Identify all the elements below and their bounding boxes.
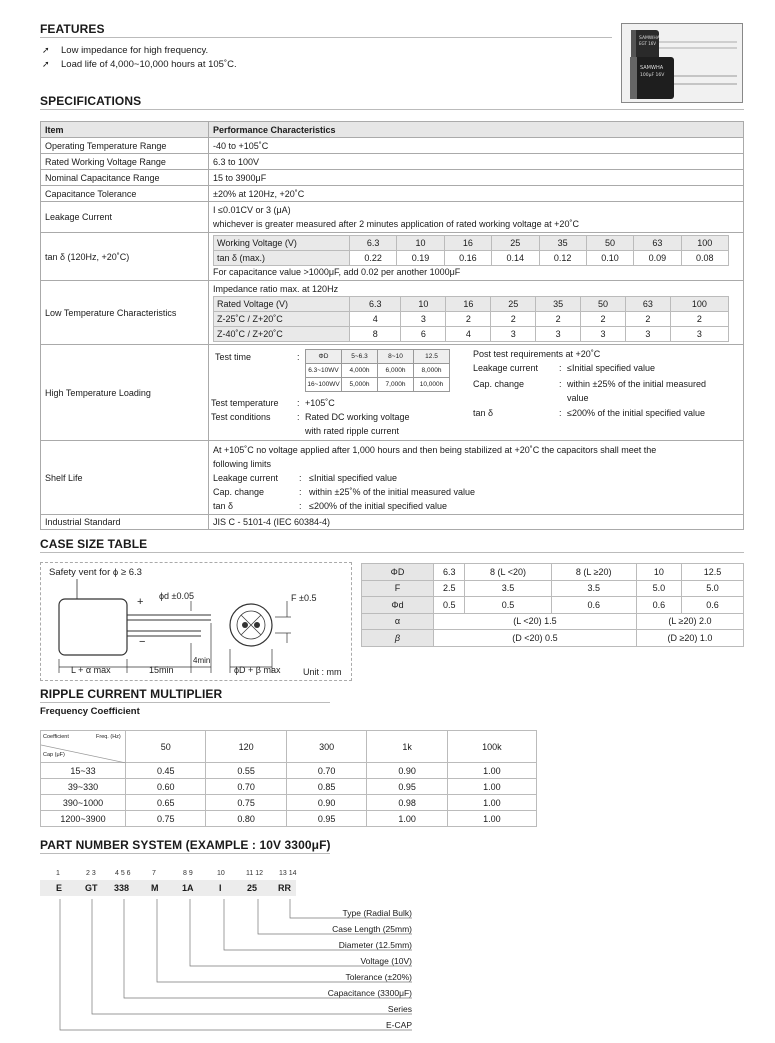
table-cell: 0.6 — [636, 597, 681, 614]
spec-value: ±20% at 120Hz, +20˚C — [209, 186, 744, 202]
table-cell: 2 — [670, 312, 728, 327]
table-cell: 50 — [126, 731, 206, 763]
table-cell: (L <20) 1.5 — [434, 613, 637, 630]
specifications-table — [40, 121, 744, 530]
feature-item — [42, 59, 237, 70]
table-row — [41, 202, 744, 233]
table-cell: 0.08 — [681, 251, 728, 266]
table-cell: 50 — [581, 297, 626, 312]
table-cell: Z-25˚C / Z+20˚C — [214, 312, 350, 327]
table-cell: 1200~3900 — [41, 811, 126, 827]
table-cell: 2.5 — [434, 580, 465, 597]
table-cell: 3.5 — [465, 580, 551, 597]
leakage-line: whichever is greater measured after 2 minutes application of rated working voltage at +20˚C — [213, 219, 579, 229]
table-cell: 2 — [536, 312, 581, 327]
table-cell: 10 — [636, 564, 681, 581]
table-cell: 16~100WV — [306, 377, 342, 391]
table-cell: 3 — [670, 327, 728, 342]
shelf-line: At +105˚C no voltage applied after 1,000 hours and then being stabilized at +20˚C the capacitors shall meet the — [213, 444, 657, 455]
colon: : — [559, 378, 562, 389]
table-cell: 100 — [681, 236, 728, 251]
table-cell: 8 (L <20) — [465, 564, 551, 581]
svg-text:+: + — [137, 596, 144, 608]
table-cell: 6 — [401, 327, 446, 342]
corner-label: Freq. (Hz) — [96, 734, 121, 740]
capacitor-dimension-drawing — [41, 563, 351, 680]
table-row — [41, 731, 537, 763]
table-cell: 35 — [536, 297, 581, 312]
position-number: 13 14 — [279, 870, 297, 877]
table-cell: tan δ (max.) — [214, 251, 350, 266]
table-cell: 8 — [350, 327, 401, 342]
part-label: Voltage (10V) — [360, 956, 412, 966]
test-time-table — [305, 349, 450, 392]
case-size-dim-table — [361, 563, 744, 647]
table-cell: 3 — [536, 327, 581, 342]
table-cell: 0.60 — [126, 779, 206, 795]
table-cell: 390~1000 — [41, 795, 126, 811]
table-cell: 3 — [491, 327, 536, 342]
table-cell: 0.45 — [126, 763, 206, 779]
table-row — [41, 795, 537, 811]
corner-label: Coefficient — [43, 734, 69, 740]
tan-note: For capacitance value >1000μF, add 0.02 per another 1000μF — [213, 267, 461, 277]
colon: : — [559, 407, 562, 418]
table-cell: 0.80 — [206, 811, 286, 827]
table-cell: (L ≥20) 2.0 — [636, 613, 743, 630]
post-test-title: Post test requirements at +20˚C — [473, 348, 601, 359]
table-cell: Working Voltage (V) — [214, 236, 350, 251]
spec-label: Capacitance Tolerance — [41, 186, 209, 202]
specifications-rule — [40, 109, 744, 110]
table-cell: 100k — [447, 731, 536, 763]
part-label: E-CAP — [386, 1020, 412, 1030]
spec-value — [209, 233, 744, 281]
table-row — [41, 345, 744, 441]
part-number-rule — [40, 853, 330, 854]
table-cell: 0.5 — [465, 597, 551, 614]
table-cell: 0.6 — [551, 597, 636, 614]
table-cell: 16 — [446, 297, 491, 312]
spec-label: tan δ (120Hz, +20˚C) — [41, 233, 209, 281]
spec-label: Shelf Life — [41, 441, 209, 515]
table-row — [41, 170, 744, 186]
table-cell: 0.95 — [367, 779, 447, 795]
case-size-title: CASE SIZE TABLE — [40, 537, 148, 551]
test-temp-value: +105˚C — [305, 397, 335, 408]
table-cell: 0.19 — [397, 251, 444, 266]
table-cell: 8~10 — [378, 349, 414, 363]
position-number: 4 5 6 — [115, 870, 131, 877]
table-cell: α — [362, 613, 434, 630]
part-label: Capacitance (3300μF) — [327, 988, 412, 998]
arrow-icon: ➚ — [42, 45, 50, 55]
table-cell: 5~6.3 — [342, 349, 378, 363]
svg-text:SAMWHA: SAMWHA — [640, 65, 664, 71]
table-cell: 16 — [444, 236, 491, 251]
table-cell: 1.00 — [447, 779, 536, 795]
ripple-subtitle: Frequency Coefficient — [40, 706, 140, 717]
table-row — [306, 377, 450, 391]
position-number: 2 3 — [86, 870, 96, 877]
spec-value — [209, 345, 744, 441]
table-row — [41, 233, 744, 281]
spec-value — [209, 202, 744, 233]
table-cell: 0.95 — [286, 811, 366, 827]
table-cell: Φd — [362, 597, 434, 614]
table-cell: 5.0 — [682, 580, 744, 597]
table-cell: 3.5 — [551, 580, 636, 597]
table-row — [214, 312, 729, 327]
spec-value — [209, 281, 744, 345]
spec-value: JIS C - 5101-4 (IEC 60384-4) — [209, 515, 744, 530]
table-cell: 0.22 — [350, 251, 397, 266]
post-tan-value: ≤200% of the initial specified value — [567, 407, 706, 418]
post-cc-value: within ±25% of the initial measured — [567, 378, 707, 389]
table-row — [41, 779, 537, 795]
table-cell: 39~330 — [41, 779, 126, 795]
table-cell: 1.00 — [447, 811, 536, 827]
table-row — [41, 154, 744, 170]
table-cell: 0.98 — [367, 795, 447, 811]
table-cell: 3 — [581, 327, 626, 342]
table-cell: 0.5 — [434, 597, 465, 614]
table-cell: 25 — [491, 297, 536, 312]
table-row — [41, 138, 744, 154]
features-rule — [40, 37, 612, 38]
feature-text: Low impedance for high frequency. — [61, 45, 209, 56]
part-code-bar — [40, 880, 296, 896]
table-cell: (D ≥20) 1.0 — [636, 630, 743, 647]
table-cell: 300 — [286, 731, 366, 763]
spec-value — [209, 441, 744, 515]
table-cell: 0.70 — [206, 779, 286, 795]
part-label: Tolerance (±20%) — [345, 972, 412, 982]
svg-text:L + α max: L + α max — [71, 665, 111, 675]
table-cell: 100 — [670, 297, 728, 312]
table-cell: 7,000h — [378, 377, 414, 391]
tan-delta-table — [213, 235, 729, 266]
post-lc-label: Leakage current — [473, 362, 539, 373]
part-code: RR — [278, 883, 291, 893]
svg-text:ϕD + β max: ϕD + β max — [234, 665, 281, 675]
table-row — [41, 763, 537, 779]
part-label: Case Length (25mm) — [332, 924, 412, 934]
svg-text:F ±0.5: F ±0.5 — [291, 593, 317, 603]
svg-text:4min: 4min — [193, 656, 211, 665]
table-cell: Rated Voltage (V) — [214, 297, 350, 312]
svg-text:Unit : mm: Unit : mm — [303, 667, 342, 677]
spec-header-item: Item — [41, 122, 209, 138]
test-time-label: Test time — [215, 351, 252, 362]
post-lc-value: ≤Initial specified value — [567, 362, 655, 373]
spec-value: -40 to +105˚C — [209, 138, 744, 154]
table-cell: 10,000h — [414, 377, 450, 391]
table-cell: 0.12 — [539, 251, 586, 266]
spec-header-perf: Performance Characteristics — [209, 122, 744, 138]
table-cell: 0.6 — [682, 597, 744, 614]
part-code: GT — [85, 883, 98, 893]
ripple-rule — [40, 702, 330, 703]
table-row — [214, 251, 729, 266]
part-label: Type (Radial Bulk) — [342, 908, 412, 918]
table-cell: F — [362, 580, 434, 597]
table-cell: 120 — [206, 731, 286, 763]
table-cell: 4,000h — [342, 363, 378, 377]
ripple-table — [40, 730, 537, 827]
table-cell: 0.90 — [367, 763, 447, 779]
capacitor-image — [622, 24, 743, 103]
table-cell: 6.3 — [350, 236, 397, 251]
table-cell: 10 — [397, 236, 444, 251]
svg-text:Safety vent for ϕ ≥ 6.3: Safety vent for ϕ ≥ 6.3 — [49, 567, 142, 578]
ripple-title: RIPPLE CURRENT MULTIPLIER — [40, 687, 223, 701]
table-row — [362, 564, 744, 581]
test-cond-label: Test conditions — [211, 411, 271, 422]
table-cell: 35 — [539, 236, 586, 251]
part-code: 338 — [114, 883, 130, 893]
table-row — [41, 186, 744, 202]
table-row — [41, 281, 744, 345]
spec-label: Nominal Capacitance Range — [41, 170, 209, 186]
table-cell: 6.3 — [434, 564, 465, 581]
table-cell: 4 — [446, 327, 491, 342]
part-label: Diameter (12.5mm) — [338, 940, 412, 950]
colon: : — [297, 397, 300, 408]
post-cc-label: Cap. change — [473, 378, 525, 389]
spec-label: Rated Working Voltage Range — [41, 154, 209, 170]
table-cell: 3 — [401, 312, 446, 327]
table-cell: 0.90 — [286, 795, 366, 811]
table-cell: 1k — [367, 731, 447, 763]
svg-text:EGT 16V: EGT 16V — [639, 41, 657, 46]
table-cell: 0.14 — [492, 251, 539, 266]
table-cell: 2 — [625, 312, 670, 327]
table-row — [214, 327, 729, 342]
shelf-tan: tan δ : ≤200% of the initial specified value — [213, 500, 448, 511]
table-row — [306, 363, 450, 377]
colon: : — [297, 411, 300, 422]
table-cell: 50 — [586, 236, 633, 251]
position-number: 1 — [56, 870, 60, 877]
test-cond-value: with rated ripple current — [305, 425, 400, 436]
table-cell: 4 — [350, 312, 401, 327]
table-cell: 0.65 — [126, 795, 206, 811]
table-cell: 8,000h — [414, 363, 450, 377]
case-drawing — [40, 562, 352, 681]
table-cell: 6,000h — [378, 363, 414, 377]
svg-text:ϕd ±0.05: ϕd ±0.05 — [159, 591, 195, 601]
table-row — [214, 236, 729, 251]
table-cell: 6.3 — [350, 297, 401, 312]
table-cell: 1.00 — [367, 811, 447, 827]
position-number: 7 — [152, 870, 156, 877]
position-number: 11 12 — [246, 870, 263, 877]
part-code: E — [56, 883, 63, 893]
features-title: FEATURES — [40, 22, 105, 36]
position-number: 10 — [217, 870, 225, 877]
table-cell: 12.5 — [414, 349, 450, 363]
table-row — [362, 630, 744, 647]
spec-value: 6.3 to 100V — [209, 154, 744, 170]
table-cell: 1.00 — [447, 795, 536, 811]
spec-value: 15 to 3900μF — [209, 170, 744, 186]
table-row — [362, 580, 744, 597]
corner-label: Cap (μF) — [43, 752, 65, 758]
table-row — [41, 441, 744, 515]
table-cell: 2 — [491, 312, 536, 327]
table-cell: 10 — [401, 297, 446, 312]
table-cell: ΦD — [306, 349, 342, 363]
table-cell: 12.5 — [682, 564, 744, 581]
table-row — [306, 349, 450, 363]
position-number: 8 9 — [183, 870, 193, 877]
high-temp-block — [209, 346, 743, 440]
part-code: M — [151, 883, 159, 893]
feature-text: Load life of 4,000~10,000 hours at 105˚C. — [61, 59, 237, 70]
low-temp-table — [213, 296, 729, 342]
case-size-rule — [40, 552, 744, 553]
svg-text:SAMWHA: SAMWHA — [639, 36, 660, 41]
table-cell: ΦD — [362, 564, 434, 581]
table-cell: 0.70 — [286, 763, 366, 779]
table-cell: 0.10 — [586, 251, 633, 266]
table-cell: 3 — [625, 327, 670, 342]
table-row — [362, 597, 744, 614]
svg-text:15min: 15min — [149, 665, 174, 675]
table-cell: 6.3~10WV — [306, 363, 342, 377]
part-number-title: PART NUMBER SYSTEM (EXAMPLE : 10V 3300μF) — [40, 838, 331, 852]
table-cell: 0.55 — [206, 763, 286, 779]
table-row — [41, 515, 744, 530]
svg-text:−: − — [139, 636, 146, 648]
part-label: Series — [387, 1004, 412, 1014]
shelf-lc: Leakage current : ≤Initial specified value — [213, 472, 397, 483]
specifications-title: SPECIFICATIONS — [40, 94, 142, 108]
colon: : — [297, 351, 300, 362]
spec-label: Leakage Current — [41, 202, 209, 233]
test-cond-value: Rated DC working voltage — [305, 411, 410, 422]
table-cell: 2 — [581, 312, 626, 327]
part-code: 25 — [247, 883, 258, 893]
table-cell: 5.0 — [636, 580, 681, 597]
shelf-cc: Cap. change : within ±25˚% of the initial measured value — [213, 486, 476, 497]
post-tan-label: tan δ — [473, 407, 494, 418]
table-cell: 25 — [492, 236, 539, 251]
part-code: 1A — [182, 883, 194, 893]
table-cell: 0.09 — [634, 251, 681, 266]
table-cell: β — [362, 630, 434, 647]
colon: : — [559, 362, 562, 373]
table-cell: 63 — [625, 297, 670, 312]
spec-label: Low Temperature Characteristics — [41, 281, 209, 345]
spec-label: Industrial Standard — [41, 515, 209, 530]
table-cell: 15~33 — [41, 763, 126, 779]
table-cell: 5,000h — [342, 377, 378, 391]
spec-label: High Temperature Loading — [41, 345, 209, 441]
corner-cell — [41, 731, 126, 763]
table-row — [214, 297, 729, 312]
table-cell: 0.16 — [444, 251, 491, 266]
capacitor-photo — [621, 23, 743, 103]
feature-item — [42, 45, 208, 56]
table-cell: Z-40˚C / Z+20˚C — [214, 327, 350, 342]
arrow-icon: ➚ — [42, 59, 50, 69]
table-cell: 1.00 — [447, 763, 536, 779]
table-row — [41, 811, 537, 827]
table-row — [41, 122, 744, 138]
table-cell: 0.75 — [126, 811, 206, 827]
table-cell: (D <20) 0.5 — [434, 630, 637, 647]
post-cc-value: value — [567, 392, 589, 403]
table-cell: 0.75 — [206, 795, 286, 811]
test-temp-label: Test temperature — [211, 397, 279, 408]
spec-label: Operating Temperature Range — [41, 138, 209, 154]
svg-text:100μF 16V: 100μF 16V — [640, 73, 665, 78]
table-cell: 8 (L ≥20) — [551, 564, 636, 581]
low-temp-note: Impedance ratio max. at 120Hz — [213, 284, 339, 294]
shelf-line: following limits — [213, 458, 272, 469]
table-cell: 63 — [634, 236, 681, 251]
part-code: I — [219, 883, 222, 893]
table-cell: 2 — [446, 312, 491, 327]
table-row — [362, 613, 744, 630]
table-cell: 0.85 — [286, 779, 366, 795]
leakage-line: I ≤0.01CV or 3 (μA) — [213, 205, 291, 215]
